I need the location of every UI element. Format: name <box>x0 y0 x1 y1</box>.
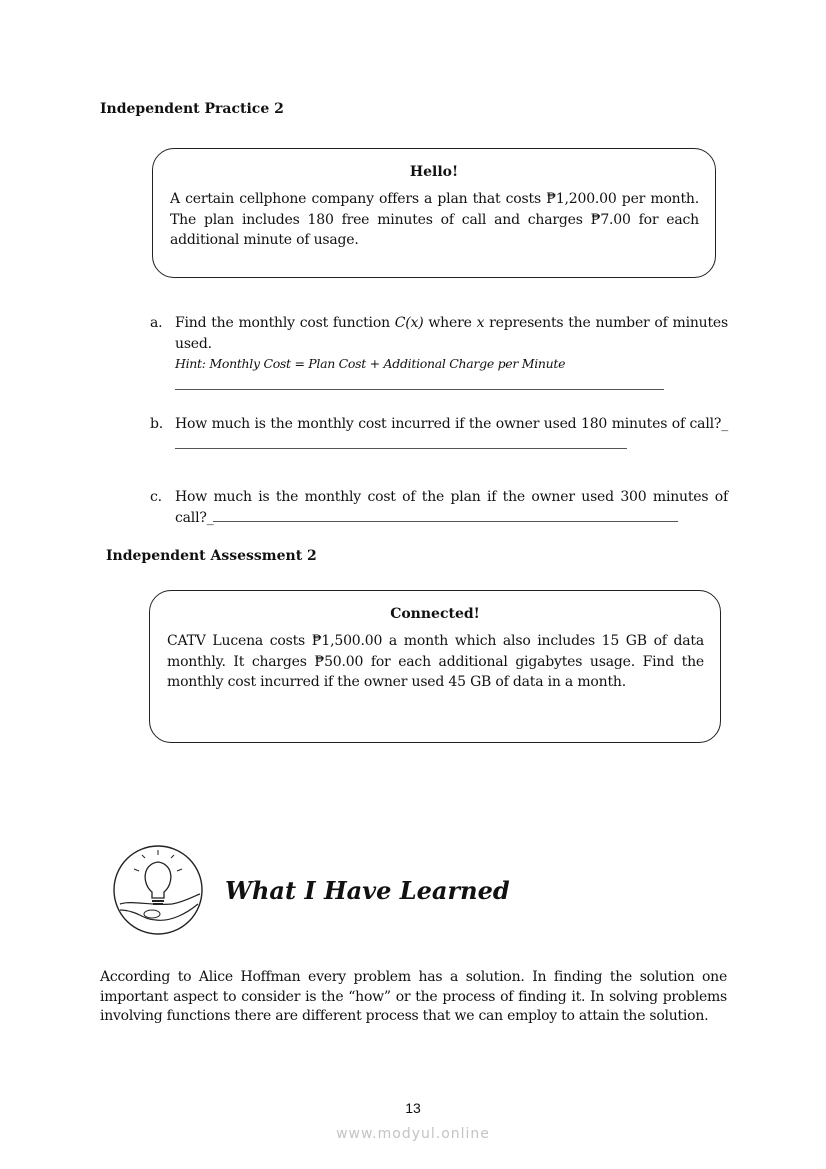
question-label: c. <box>150 489 162 505</box>
answer-line[interactable] <box>213 509 678 522</box>
page-number: 13 <box>405 1100 421 1116</box>
question-a <box>150 313 728 390</box>
box-title: Connected! <box>390 606 480 622</box>
section-heading-assessment: Independent Assessment 2 <box>106 548 317 564</box>
section-title-learned: What I Have Learned <box>225 876 510 905</box>
box-text: A certain cellphone company offers a plan that costs ₱1,200.00 per month. The plan includes 180 free minutes of call and charges ₱7.00 for each additional minute of usage. <box>170 191 699 248</box>
watermark: www.modyul.online <box>336 1126 490 1142</box>
problem-box-hello <box>152 148 716 278</box>
question-text: Find the monthly cost function <box>175 315 395 331</box>
learned-paragraph: According to Alice Hoffman every problem has a solution. In finding the solution one important aspect to consider is the “how” or the process of finding it. In solving problems involving functions there are different process that we can employ to attain the solution. <box>100 969 727 1024</box>
answer-line[interactable] <box>175 436 627 449</box>
question-label: b. <box>150 416 164 432</box>
variable-name: x <box>476 315 485 331</box>
question-text: How much is the monthly cost of the plan if the owner used 300 minutes of call?_ <box>175 489 728 526</box>
box-title: Hello! <box>409 164 459 180</box>
answer-line[interactable] <box>175 375 664 390</box>
function-name: C(x) <box>394 315 424 331</box>
box-text: CATV Lucena costs ₱1,500.00 a month which also includes 15 GB of data monthly. It charges ₱50.00 for each additional gigabytes usage. Find the monthly cost incurred if the owner used 45 GB of data in a month. <box>167 633 704 690</box>
question-c <box>150 487 728 528</box>
section-heading-practice: Independent Practice 2 <box>100 101 284 117</box>
question-text: How much is the monthly cost incurred if the owner used 180 minutes of call?_ <box>175 416 728 432</box>
hint-text: Hint: Monthly Cost = Plan Cost + Additional Charge per Minute <box>175 356 566 371</box>
lightbulb-hand-icon <box>112 844 204 940</box>
question-text: represents the number of minutes used. <box>175 315 728 352</box>
question-label: a. <box>150 315 163 331</box>
question-text: where <box>423 315 477 331</box>
question-b <box>150 414 728 455</box>
problem-box-connected <box>149 590 721 743</box>
